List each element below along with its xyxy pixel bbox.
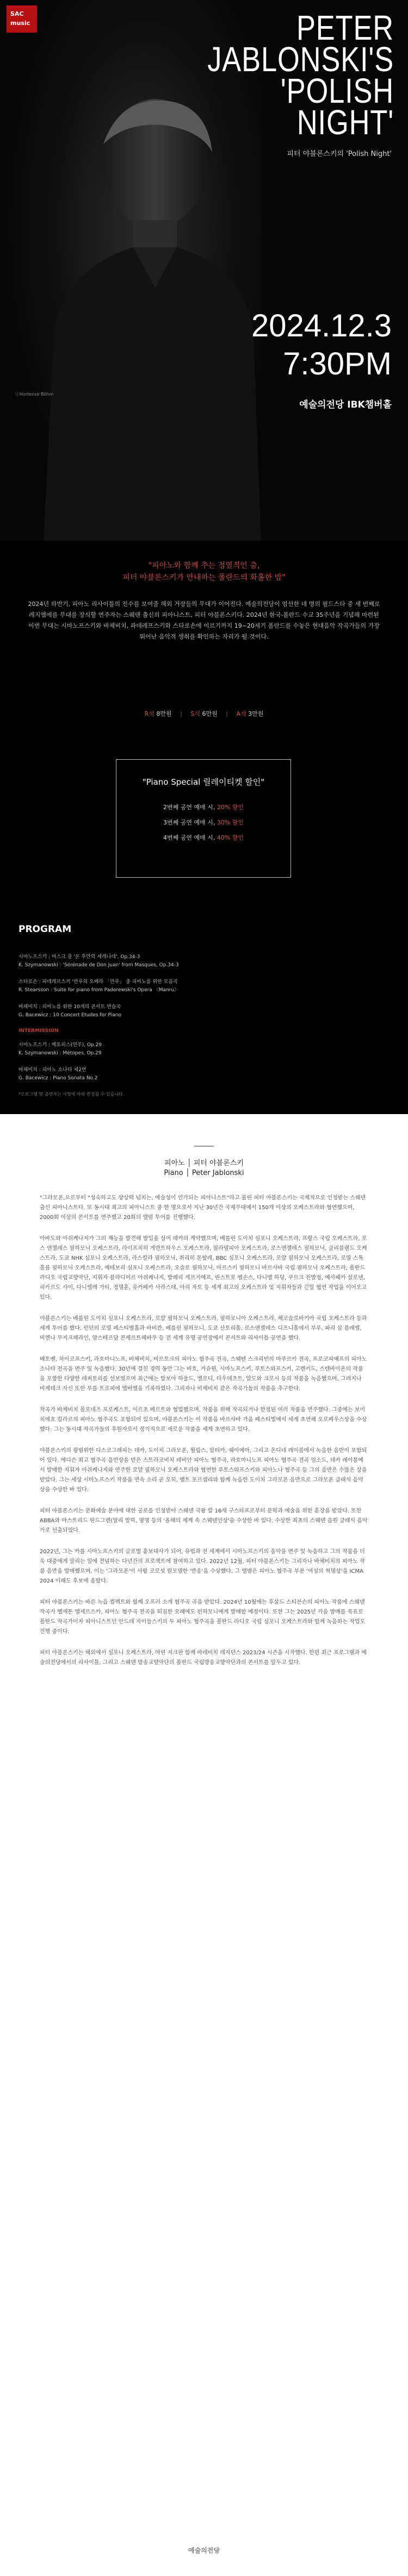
price-value: 3만원 [248, 710, 264, 717]
sac-music-logo[interactable] [7, 5, 37, 33]
discount-text: 2번째 공연 예매 시, [163, 804, 217, 811]
title-line: 'POLISH [280, 71, 394, 110]
program-item [18, 1066, 394, 1083]
program-item-ko: 시마노프스키 : 마스크 중 '돈 후안의 세레나데', Op.34-3 [18, 954, 140, 960]
program-item-en: K. Szymanowski : Métopes, Op.29 [18, 1051, 102, 1056]
program-item-ko: 바체비치 : 피아노 소나타 제2번 [18, 1067, 86, 1073]
intro-quote [27, 560, 381, 584]
bio-heading-en: Piano │ Peter Jablonski [164, 1169, 244, 1177]
biography-section [0, 1114, 408, 2576]
quote-line: "피아노와 함께 추는 정열적인 춤, [148, 561, 260, 570]
pianist-portrait [38, 92, 267, 541]
price-value: 6만원 [202, 710, 218, 717]
program-item-en: G. Bacewicz : Piano Sonata No.2 [18, 1076, 98, 1081]
program-item-ko: 스타로손 : 파데레프스키 '만루의 오페라 「만루」 중 피아노를 위한 모음곡 [18, 979, 178, 985]
program-section [18, 924, 394, 1097]
discount-text: 3번째 공연 예매 시, [163, 819, 217, 826]
program-item [18, 1003, 394, 1020]
concert-subtitle: 피터 야블론스키의 'Polish Night' [287, 150, 392, 158]
intermission-label: INTERMISSION [18, 1028, 59, 1034]
discount-title: "Piano Special 릴레이티켓 할인" [142, 777, 265, 787]
discount-pct: 20% 할인 [217, 804, 244, 811]
ticket-prices [0, 709, 408, 718]
price-separator: | [226, 710, 228, 717]
bio-paragraph: 베토벤, 차이코프스키, 라흐마니노프, 바체비치, 비르토크의 피아노 협주곡 전곡, 스웨덴 스크리빈의 마주르카 전곡, 프로코피예프의 피아노 소나타 전곡을 연주 및 녹음했다. 30년에 걸친 경력 동안 그는 바흐, 거슈윈, 시마노프스키, 루토스와프스키, 고렌키드, 스텐바이온의 작품을 포함한 다양한 레퍼토리를 선보였으며 최근에는 발보아 하울드, 엘로디, 다우데츠트, 알도와 크로시 등의 작품을 녹음했으며, 그려지나 비제테크 자신 또한 부를 트로피에 엘버엘을 기록하였다. 그리자나 비체비치 같은 작곡가들의 작품을 추구한다. [40, 1356, 367, 1392]
discount-pct: 40% 할인 [217, 834, 244, 841]
hero-section [0, 0, 408, 541]
bio-paragraph: "그라모폰,으로부터 "성숙하고도 상상력 넘치는, 예술성이 인가되는 피아니스트"라고 불린 피터 야블론스키는 국제적으로 인정받는 스웨덴 출신 피아니스트다. 또 동시대 최고의 피아니스트 중 한 명으로서 지난 30년간 국제무대에서 150개 이상의 오케스트라와 협연했으며, 2000회 이상의 콘서트를 연주했고 20회의 앨범 투어를 진행했다. [40, 1195, 366, 1221]
program-item-ko: 바체비치 : 피아노를 위한 10개의 콘서트 연습곡 [18, 1004, 121, 1010]
bio-paragraph: 2022년, 그는 카를 시마노프스키의 글로벌 홍보대사가 되어, 유럽과 전 세계에서 시마노프스키의 음악을 연주 및 녹음하고 그의 작품을 더욱 대중에게 알리는 일에 전념하는 다년간의 프로젝트에 참여하고 있다. 2022년 12월, 피터 야블론스키는 그리자나 바체비치의 피아노 작품 음반을 발매했으며, 이는 '그라모폰'이 사랑 코로섯 원모델한 '반응'을 수상했다. 그 앨범은 피아노 협주곡 부분 '여성의 혁명상'을 ICMA 2024 이래도 후보에 올랐다. [40, 1549, 365, 1584]
bio-paragraph: 야블론스키는 베를린 도이치 심포니 오케스트라, 로얄 필하모닉 오케스트라, 필하모니아 오케스트라, 체코슬로바키아 국립 오케스트라 등과 세계 투어를 했다. 런던의 로열 페스티벌홀과 바비칸, 베를린 필하모니, 도쿄 산토리홀, 로스앤젤레스 디즈니홀에서 부푸, 파리 살 플레옐, 비엔나 무지크페라인, 암스테르담 콘세르트헤바우 등 전 세계 유명 공연장에서 콘서트와 리사이틀 공연을 했다. [40, 1316, 367, 1341]
title-line: JABLONSKI'S [207, 40, 394, 79]
bio-paragraph: 피터 야블론스키는 문화예술 분야에 대한 공로를 인정받아 스웨덴 국왕 칼 16세 구스타프로부터 문학과 예술을 위한 훈장을 받았다. 또한 ABBA와 아스트리드 린드그렌(말리 말빅, 명명 등의 '올해의 세계 속 스웨덴인상'을 수상한 바 있다. 수상한 최초의 스웨덴 음원 클래식 음악가로 선출되었다. [40, 1508, 368, 1534]
program-item [18, 953, 394, 970]
time-text: 7:30PM [283, 346, 392, 382]
venue-label: 예술의전당 IBK챔버홀 [299, 399, 392, 410]
program-heading: PROGRAM [18, 924, 72, 935]
concert-date [251, 307, 392, 383]
bio-paragraph: 작곡가 바체비치 폴로네즈 프로케스트, 이르초 페르트와 협업했으며, 작품을 위해 작곡되거나 한정된 여러 작품을 연주했다. 그중에는 보이치에흐 킬라르의 피아노 협주곡도 포함되어 있으며, 야블론스키는 이 작품을 바르샤바 가을 페스티벌에서 세계 초연해 오로페우스상을 수상했다. 그는 동시대 작곡가들의 후원자로서 정기적으로 새로운 작품을 세계 초연하고 있다. [40, 1407, 367, 1433]
intro-section [0, 560, 408, 642]
discount-pct: 30% 할인 [217, 819, 244, 826]
concert-title [207, 8, 394, 142]
program-item-ko: 시마노프스키 : 메토피스(연주), Op.29 [18, 1042, 102, 1048]
bio-body [0, 1193, 408, 1668]
discount-text: 4번째 공연 예매 시, [163, 834, 217, 841]
bio-paragraph: 피터 야블론스키는 해외에서 심포니 오케스트라, 마린 지크판 함께 바레비치 레지던스 2023/24 시즌을 시작했다. 한편 최근 프로그램과 예술의전당에서의 리사이틀, 그리고 스웨덴 방송교향악단의 폴란드 국립방송교향악단과의 콘서트를 앞두고 있다. [40, 1650, 367, 1666]
bio-heading-ko: 피아노 │ 피터 야블론스키 [164, 1159, 244, 1167]
program-item [18, 1041, 394, 1058]
bio-paragraph: 아바도와 아쉬케나지가 그의 재능을 발견해 발입을 실어 데카의 계약했으며, 베를린 도이치 심포니 오케스트라, 프랑스 국립 오케스트라, 로스 앤젤레스 필하모닉 오케스트라, 라이프치히 게반트하우스 오케스트라, 필라델피아 오케스트라, 로스앤젤레스 필하모닉, 클리블랜드 오케스트라, 도쿄 NHK 심포니 오케스트라, 라스칼라 필하모닉, 취리히 톤할레, BBC 심포니 오케스트라, 로얄 필하모닉 오케스트라, 로열 스톡홀름 필하모닉 오케스트라, 예테보리 심포니 오케스트라, 오슬로 필하모닉, 아르스키 필하모니 바르샤바 국립 필하모닉 오케스트라, 폴란드 라디오 국립교향악단, 지휘자 블라디미르 아쉬케나지, 발레리 게르기예프, 린스트로 벨손스, 다니엘 하딩, 쿠르크 진발정, 예사패카 살로넨, 리카르도 샤이, 다니엘레 가티, 정명훈, 유카페카 사라스테, 아리 자토 등 세계 최고의 오케스트라 및 지휘자들과 긴밀 협연 작업을 이어오고 있다. [40, 1236, 367, 1300]
price-grade: A석 [236, 710, 246, 717]
logo-line1: SAC [10, 10, 24, 17]
logo-line2: music [10, 20, 30, 27]
bio-heading [0, 1159, 408, 1178]
discount-row [116, 803, 290, 811]
photo-credit: ⓒHortense Böhm [15, 392, 54, 397]
date-text: 2024.12.3 [251, 308, 392, 343]
relay-discount-box [116, 759, 291, 878]
program-note: *프로그램 및 출연자는 사정에 따라 변경될 수 있습니다. [18, 1092, 125, 1097]
program-item-en: G. Bacewicz : 10 Concert Etudes for Piano [18, 1012, 121, 1018]
bio-paragraph: 피터 야블론스키는 바른 녹음 컬렉트와 함께 오프러 소개 협주곡 곡을 받았다. 2024년 10월에는 후살드 스티븐슨의 피아노 작품에 스웨덴 작곡가 헬세돈 엘세르스카, 피아노 협주곡 전곡을 퇴짐한 오래에도 펀하모니에게 발매할 예정이다. 또한 그는 2025년 가을 발매를 목표로 폴란드 작곡가이자 피아니스트인 안드레 자이들스키의 두 피아노 협주곡을 폴란드 라디오 국립 심포니 오케스트라와 함께 녹음하는 작업도 진행 중이다. [40, 1599, 366, 1635]
discount-row [116, 833, 290, 842]
title-line: PETER [296, 8, 394, 47]
program-item-en: R. Stearsson : Suite for piano from Paderewski's Opera 〈Manru〉 [18, 987, 180, 993]
divider [194, 1146, 214, 1147]
intro-paragraph: 2024년 하반기, 피아노 리사이틀의 진수를 보여줄 해외 거장들의 무대가 이어진다. 예술의전당이 엄선한 네 명의 필드스타 중 세 번째로 레지엠에를 무대를 장식할 연주자는 스웨덴 출신의 피아니스트, 피터 야블론스키다. 2024년 한국-폴란드 수교 35주년을 기념해 마련된 이번 무대는 시마노프스키와 바체비치, 파데레프스키와 스타로손에 이르기까지 19~20세기 폴란드를 수놓은 현대음악 작곡가들의 가장 뛰어난 음악적 생취를 확인하는 자리가 될 것이다. [28, 601, 380, 640]
price-grade: R석 [144, 710, 154, 717]
title-line: NIGHT' [296, 103, 394, 142]
price-value: 8만원 [156, 710, 172, 717]
footer-logo[interactable]: 예술의전당 [188, 2547, 220, 2554]
program-item [18, 978, 394, 995]
price-grade: S석 [190, 710, 200, 717]
program-item-en: K. Szymanowski : 'Sérénade de Don Juan' from Masques, Op.34-3 [18, 962, 179, 968]
quote-line: 피터 야블론스키가 안내하는 폴란드의 화홀한 밤" [122, 573, 286, 582]
bio-paragraph: 야블론스키의 광범위한 디스코그래피는 데카, 도이치 그라모폰, 월립스, 알티카, 쉐이에마, 그리고 온디네 레이블에서 녹음한 음반이 포함되어 있다. 에디슨 최고 협주곡 음반상을 받은 스트라코비치 레비안 피아노 협주곡, 라흐마니노프 피아노 협주곡 전곡 엄소드, 데카 레이블에서 발매한 지휘자 아쉬케나지와 연주한 로얄 필하모닉 오케스트라와 협연한 루토스와프스키와 피아노나 협주곡 등 그의 음반은 수많은 상을 받았다. 그는 세상 시마노프스키 작품을 연속 소리 곧 오히, 벨트 포르셀리와 함께 녹음한 도이치 그라모폰 음반으로 그라모폰 클래식 음악상을 수상한 바 있다. [40, 1448, 367, 1493]
discount-row [116, 818, 290, 827]
price-separator: | [180, 710, 182, 717]
